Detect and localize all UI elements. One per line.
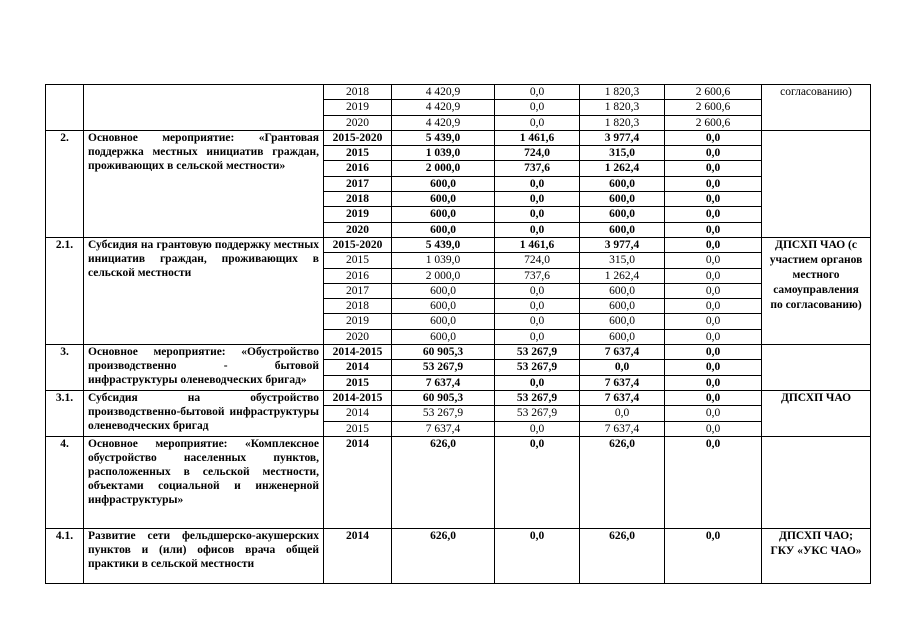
cell-regional: 1 820,3 [580, 85, 665, 100]
activity-name: Основное мероприятие: «Комплексное обустройство населенных пунктов, расположенных в сельской местности, объектами социальной и инженерной инфраструктуры» [84, 436, 324, 528]
row-index: 2. [46, 130, 84, 237]
cell-total: 1 039,0 [392, 146, 495, 161]
cell-federal: 0,0 [495, 207, 580, 222]
cell-other: 0,0 [665, 421, 762, 436]
cell-other: 0,0 [665, 237, 762, 252]
cell-other: 0,0 [665, 146, 762, 161]
cell-other: 0,0 [665, 283, 762, 298]
cell-years: 2014-2015 [324, 345, 392, 360]
activity-name: Развитие сети фельдшерско-акушерских пунктов и (или) офисов врача общей практики в сельской местности [84, 528, 324, 583]
cell-federal: 0,0 [495, 375, 580, 390]
cell-regional: 600,0 [580, 314, 665, 329]
row-index: 3. [46, 345, 84, 391]
cell-other: 0,0 [665, 314, 762, 329]
cell-federal: 53 267,9 [495, 345, 580, 360]
cell-total: 4 420,9 [392, 100, 495, 115]
cell-regional: 600,0 [580, 222, 665, 237]
cell-years: 2020 [324, 329, 392, 344]
cell-regional: 600,0 [580, 207, 665, 222]
cell-federal: 53 267,9 [495, 390, 580, 405]
cell-other: 2 600,6 [665, 100, 762, 115]
cell-total: 600,0 [392, 299, 495, 314]
cell-federal: 737,6 [495, 268, 580, 283]
cell-regional: 600,0 [580, 283, 665, 298]
cell-federal: 0,0 [495, 115, 580, 130]
cell-federal: 53 267,9 [495, 360, 580, 375]
cell-years: 2017 [324, 283, 392, 298]
activity-name: Основное мероприятие: «Обустройство производственно - бытовой инфраструктуры оленеводческих бригад» [84, 345, 324, 391]
cell-federal: 1 461,6 [495, 130, 580, 145]
cell-other: 0,0 [665, 268, 762, 283]
row-index: 4.1. [46, 528, 84, 583]
cell-federal: 53 267,9 [495, 406, 580, 421]
cell-years: 2015-2020 [324, 130, 392, 145]
cell-total: 7 637,4 [392, 375, 495, 390]
cell-other: 0,0 [665, 192, 762, 207]
cell-years: 2015 [324, 375, 392, 390]
cell-other: 0,0 [665, 130, 762, 145]
row-index: 4. [46, 436, 84, 528]
responsible-executor: ДПСХП ЧАО [762, 390, 871, 436]
cell-federal: 0,0 [495, 176, 580, 191]
cell-years: 2014-2015 [324, 390, 392, 405]
cell-federal: 0,0 [495, 100, 580, 115]
cell-other: 0,0 [665, 528, 762, 583]
cell-other: 0,0 [665, 253, 762, 268]
cell-years: 2014 [324, 528, 392, 583]
cell-regional: 315,0 [580, 253, 665, 268]
cell-regional: 315,0 [580, 146, 665, 161]
cell-total: 5 439,0 [392, 130, 495, 145]
cell-federal: 737,6 [495, 161, 580, 176]
cell-federal: 0,0 [495, 421, 580, 436]
cell-other: 0,0 [665, 329, 762, 344]
cell-total: 2 000,0 [392, 161, 495, 176]
cell-regional: 1 262,4 [580, 161, 665, 176]
activity-name [84, 85, 324, 131]
responsible-executor [762, 436, 871, 528]
cell-other: 0,0 [665, 161, 762, 176]
responsible-executor [762, 345, 871, 391]
cell-regional: 3 977,4 [580, 130, 665, 145]
activity-name: Основное мероприятие: «Грантовая поддержка местных инициатив граждан, проживающих в сельской местности» [84, 130, 324, 237]
cell-other: 0,0 [665, 176, 762, 191]
cell-total: 4 420,9 [392, 115, 495, 130]
cell-years: 2019 [324, 100, 392, 115]
cell-years: 2020 [324, 222, 392, 237]
cell-federal: 0,0 [495, 329, 580, 344]
table-row [46, 237, 871, 252]
cell-federal: 724,0 [495, 253, 580, 268]
budget-table [45, 84, 871, 584]
cell-other: 0,0 [665, 360, 762, 375]
cell-total: 5 439,0 [392, 237, 495, 252]
cell-total: 626,0 [392, 528, 495, 583]
cell-years: 2017 [324, 176, 392, 191]
cell-regional: 3 977,4 [580, 237, 665, 252]
cell-federal: 1 461,6 [495, 237, 580, 252]
row-index: 3.1. [46, 390, 84, 436]
cell-regional: 7 637,4 [580, 375, 665, 390]
cell-other: 0,0 [665, 299, 762, 314]
cell-other: 2 600,6 [665, 115, 762, 130]
cell-federal: 0,0 [495, 222, 580, 237]
cell-years: 2016 [324, 268, 392, 283]
table-row [46, 390, 871, 405]
cell-years: 2020 [324, 115, 392, 130]
activity-name: Субсидия на обустройство производственно-бытовой инфраструктуры оленеводческих бригад [84, 390, 324, 436]
cell-regional: 1 262,4 [580, 268, 665, 283]
cell-federal: 0,0 [495, 528, 580, 583]
table-row [46, 85, 871, 100]
table-row [46, 130, 871, 145]
cell-regional: 7 637,4 [580, 421, 665, 436]
cell-total: 626,0 [392, 436, 495, 528]
cell-years: 2015-2020 [324, 237, 392, 252]
cell-other: 0,0 [665, 406, 762, 421]
table-body [46, 85, 871, 584]
cell-regional: 626,0 [580, 436, 665, 528]
activity-name: Субсидия на грантовую поддержку местных инициатив граждан, проживающих в сельской местности [84, 237, 324, 344]
cell-total: 1 039,0 [392, 253, 495, 268]
cell-other: 0,0 [665, 375, 762, 390]
cell-years: 2015 [324, 146, 392, 161]
cell-total: 60 905,3 [392, 345, 495, 360]
cell-years: 2018 [324, 299, 392, 314]
cell-other: 2 600,6 [665, 85, 762, 100]
cell-total: 53 267,9 [392, 360, 495, 375]
cell-regional: 7 637,4 [580, 390, 665, 405]
cell-other: 0,0 [665, 436, 762, 528]
row-index: 2.1. [46, 237, 84, 344]
cell-federal: 0,0 [495, 85, 580, 100]
cell-total: 600,0 [392, 329, 495, 344]
cell-years: 2018 [324, 192, 392, 207]
cell-regional: 0,0 [580, 406, 665, 421]
cell-regional: 600,0 [580, 192, 665, 207]
cell-regional: 600,0 [580, 176, 665, 191]
cell-years: 2014 [324, 436, 392, 528]
cell-other: 0,0 [665, 345, 762, 360]
cell-federal: 724,0 [495, 146, 580, 161]
table-row [46, 528, 871, 583]
cell-total: 600,0 [392, 192, 495, 207]
cell-years: 2014 [324, 360, 392, 375]
cell-years: 2018 [324, 85, 392, 100]
cell-total: 53 267,9 [392, 406, 495, 421]
responsible-executor: ДПСХП ЧАО; ГКУ «УКС ЧАО» [762, 528, 871, 583]
cell-federal: 0,0 [495, 283, 580, 298]
cell-federal: 0,0 [495, 192, 580, 207]
cell-years: 2019 [324, 207, 392, 222]
cell-years: 2015 [324, 421, 392, 436]
cell-other: 0,0 [665, 390, 762, 405]
cell-years: 2019 [324, 314, 392, 329]
cell-federal: 0,0 [495, 299, 580, 314]
cell-regional: 7 637,4 [580, 345, 665, 360]
cell-regional: 600,0 [580, 329, 665, 344]
cell-regional: 1 820,3 [580, 115, 665, 130]
responsible-executor [762, 130, 871, 237]
cell-regional: 0,0 [580, 360, 665, 375]
table-row [46, 436, 871, 528]
table-row [46, 345, 871, 360]
cell-total: 600,0 [392, 283, 495, 298]
responsible-executor: согласованию) [762, 85, 871, 131]
cell-regional: 626,0 [580, 528, 665, 583]
cell-regional: 1 820,3 [580, 100, 665, 115]
cell-total: 600,0 [392, 176, 495, 191]
responsible-executor: ДПСХП ЧАО (с участием органов местного самоуправления по согласованию) [762, 237, 871, 344]
cell-years: 2016 [324, 161, 392, 176]
cell-total: 60 905,3 [392, 390, 495, 405]
cell-years: 2015 [324, 253, 392, 268]
cell-federal: 0,0 [495, 314, 580, 329]
cell-total: 600,0 [392, 207, 495, 222]
cell-federal: 0,0 [495, 436, 580, 528]
cell-years: 2014 [324, 406, 392, 421]
cell-total: 4 420,9 [392, 85, 495, 100]
row-index [46, 85, 84, 131]
cell-total: 2 000,0 [392, 268, 495, 283]
cell-total: 600,0 [392, 314, 495, 329]
cell-total: 7 637,4 [392, 421, 495, 436]
cell-regional: 600,0 [580, 299, 665, 314]
cell-other: 0,0 [665, 207, 762, 222]
cell-other: 0,0 [665, 222, 762, 237]
cell-total: 600,0 [392, 222, 495, 237]
